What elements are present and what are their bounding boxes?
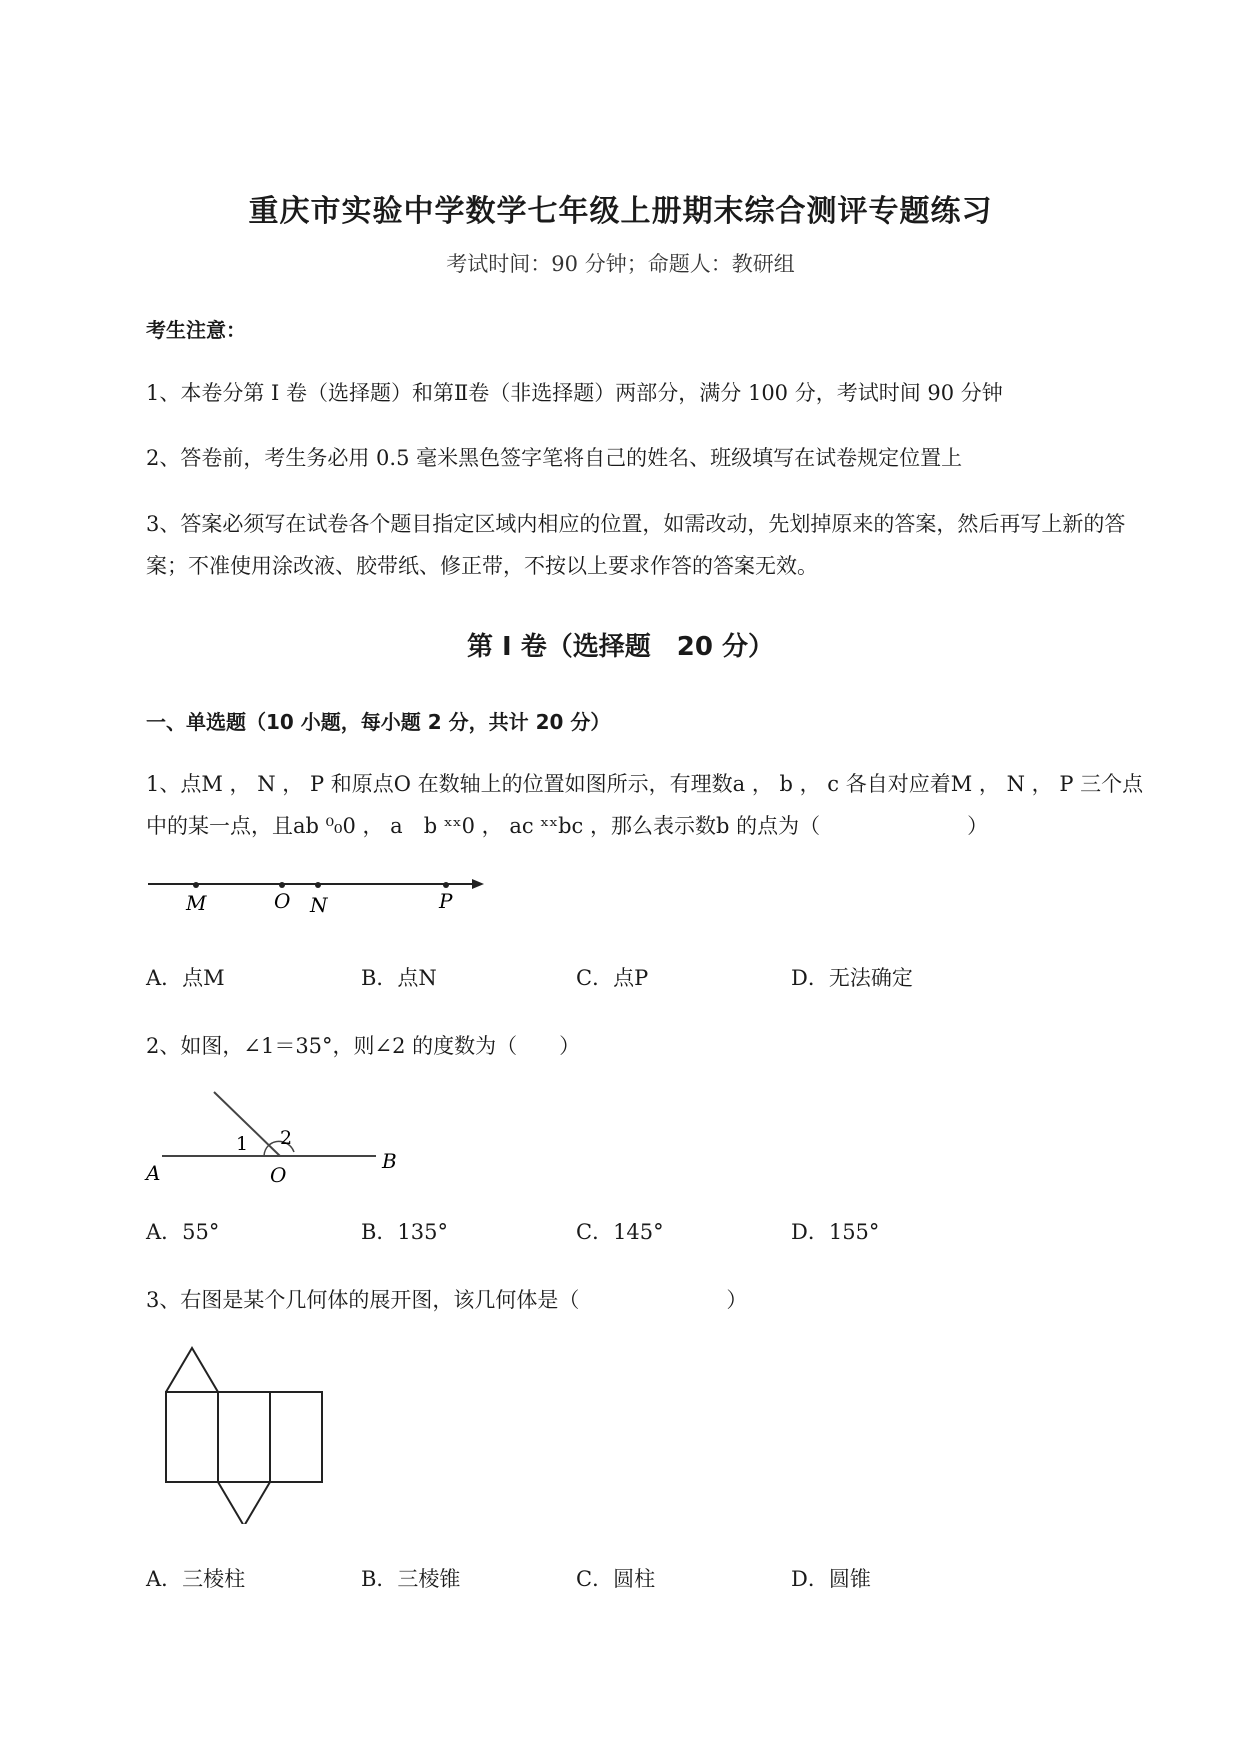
notice-item: 3、答案必须写在试卷各个题目指定区域内相应的位置，如需改动，先划掉原来的答案，然后再写上新的答案；不准使用涂改液、胶带纸、修正带，不按以上要求作答的答案无效。: [146, 512, 1126, 578]
label-p: P: [439, 889, 453, 913]
option-b[interactable]: B．135°: [361, 1220, 449, 1244]
angle-figure: [144, 1086, 404, 1186]
exam-info: 考试时间：90 分钟；命题人：教研组: [446, 252, 795, 276]
number-line-figure: [146, 868, 486, 918]
net-figure: [160, 1344, 330, 1524]
option-c[interactable]: C．点P: [576, 966, 649, 990]
option-d[interactable]: D．圆锥: [791, 1567, 871, 1591]
option-a[interactable]: A．点M: [146, 966, 225, 990]
question-3-stem: 3、右图是某个几何体的展开图，该几何体是（ ）: [146, 1288, 748, 1312]
label-b: B: [382, 1149, 397, 1173]
label-a: A: [146, 1161, 161, 1185]
option-c[interactable]: C．145°: [576, 1220, 664, 1244]
page-title: 重庆市实验中学数学七年级上册期末综合测评专题练习: [248, 194, 993, 229]
question-2-stem: 2、如图，∠1＝35°，则∠2 的度数为（ ）: [146, 1034, 581, 1058]
label-n: N: [310, 893, 328, 917]
section-title: 第 I 卷（选择题 20 分）: [466, 632, 774, 662]
angle-1-label: 1: [236, 1133, 249, 1155]
question-1-line-2: 中的某一点，且ab ⁰₀0 ， a b ˣˣ0 ， ac ˣˣbc ，那么表示数b 的点为（ ）: [146, 814, 989, 838]
notice-item: 2、答卷前，考生务必用 0.5 毫米黑色签字笔将自己的姓名、班级填写在试卷规定位置上: [146, 446, 963, 470]
option-a[interactable]: A．55°: [146, 1220, 220, 1244]
label-o: O: [270, 1163, 287, 1186]
label-m: M: [186, 891, 207, 915]
question-1-line-1: 1、点M ， N ， P 和原点O 在数轴上的位置如图所示，有理数a ， b ， c 各自对应着M ， N ， P 三个点: [146, 772, 1144, 796]
option-c[interactable]: C．圆柱: [576, 1567, 656, 1591]
option-b[interactable]: B．点N: [361, 966, 437, 990]
option-d[interactable]: D．155°: [791, 1220, 880, 1244]
angle-2-label: 2: [280, 1127, 293, 1149]
label-o: O: [274, 889, 291, 913]
part-heading: 一、单选题（10 小题，每小题 2 分，共计 20 分）: [146, 710, 611, 734]
option-b[interactable]: B．三棱锥: [361, 1567, 461, 1591]
notice-heading: 考生注意：: [146, 318, 246, 342]
option-d[interactable]: D．无法确定: [791, 966, 913, 990]
notice-item: 1、本卷分第 I 卷（选择题）和第Ⅱ卷（非选择题）两部分，满分 100 分，考试时间 90 分钟: [146, 381, 1003, 405]
option-a[interactable]: A．三棱柱: [146, 1567, 246, 1591]
